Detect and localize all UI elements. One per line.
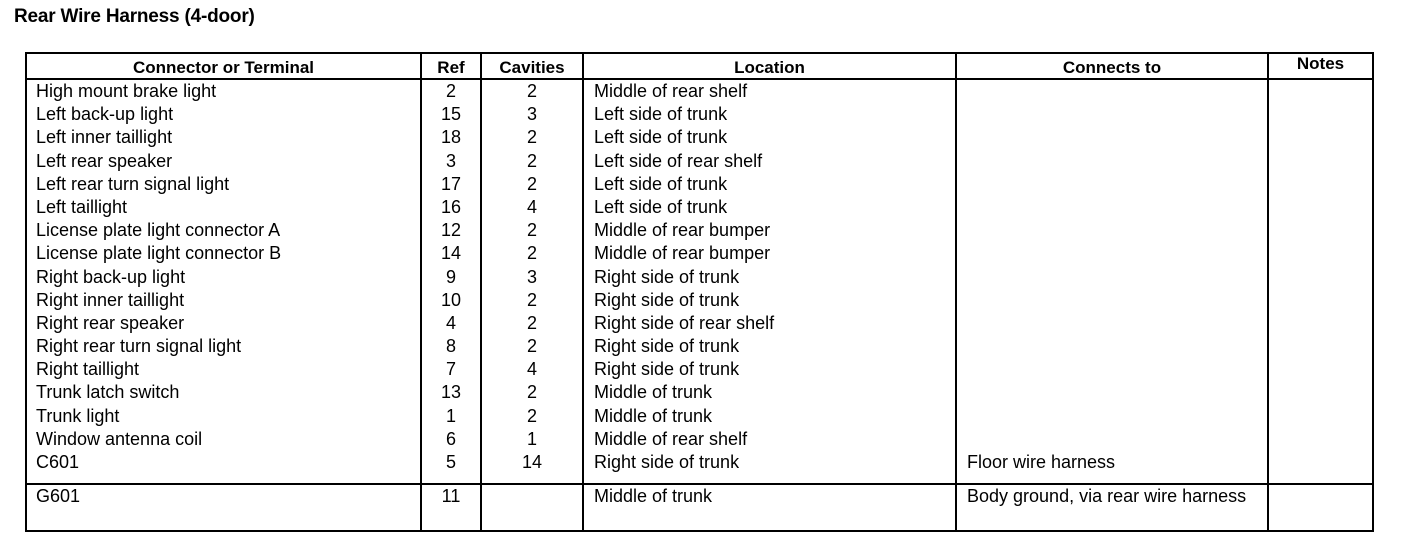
header-notes: Notes	[1268, 53, 1373, 79]
cell-notes	[1268, 79, 1373, 103]
cell-notes	[1268, 312, 1373, 335]
cell-location: Middle of rear bumper	[583, 219, 956, 242]
cell-connects-to	[956, 358, 1268, 381]
cell-connects-to	[956, 150, 1268, 173]
cell-notes	[1268, 405, 1373, 428]
table-header-row	[26, 53, 1373, 79]
cell-connector: G601	[26, 484, 421, 531]
header-connector: Connector or Terminal	[26, 53, 421, 79]
cell-connects-to	[956, 266, 1268, 289]
cell-location: Middle of rear bumper	[583, 242, 956, 265]
table-row	[26, 103, 1373, 126]
cell-connects-to	[956, 289, 1268, 312]
cell-connector: Trunk light	[36, 405, 120, 426]
cell-ref: 11	[421, 484, 481, 531]
cell-location: Left side of trunk	[583, 126, 956, 149]
cell-cavities: 2	[481, 381, 583, 404]
cell-connector: Right inner taillight	[36, 289, 185, 310]
cell-notes	[1268, 266, 1373, 289]
spacer-cell	[583, 474, 956, 484]
cell-cavities: 2	[481, 335, 583, 358]
cell-connects-to: Body ground, via rear wire harness	[956, 484, 1268, 531]
cell-location: Right side of trunk	[583, 358, 956, 381]
cell-notes	[1268, 451, 1373, 474]
rear-wire-harness-table	[25, 52, 1374, 532]
cell-location: Middle of trunk	[583, 405, 956, 428]
table-body	[26, 79, 1373, 531]
table-row	[26, 451, 1373, 474]
cell-ref: 9	[421, 266, 481, 289]
cell-notes	[1268, 103, 1373, 126]
cell-location: Middle of trunk	[583, 484, 956, 531]
cell-cavities: 3	[481, 103, 583, 126]
cell-connector: High mount brake light	[36, 81, 217, 101]
cell-location: Left side of rear shelf	[583, 150, 956, 173]
cell-cavities: 2	[481, 79, 583, 103]
cell-connects-to: Floor wire harness	[956, 451, 1268, 474]
cell-connector: Left rear turn signal light	[36, 173, 230, 194]
cell-connector: License plate light connector B	[36, 243, 282, 264]
cell-cavities: 2	[481, 150, 583, 173]
cell-ref: 16	[421, 196, 481, 219]
spacer-cell	[481, 474, 583, 484]
cell-location: Right side of trunk	[583, 289, 956, 312]
cell-connects-to	[956, 196, 1268, 219]
table-row	[26, 381, 1373, 404]
cell-connects-to	[956, 242, 1268, 265]
table-spacer-row	[26, 474, 1373, 484]
cell-location: Right side of rear shelf	[583, 312, 956, 335]
cell-ref: 14	[421, 242, 481, 265]
cell-cavities: 2	[481, 242, 583, 265]
table-row	[26, 150, 1373, 173]
cell-ref: 17	[421, 173, 481, 196]
cell-ref: 12	[421, 219, 481, 242]
cell-cavities: 3	[481, 266, 583, 289]
cell-connects-to	[956, 335, 1268, 358]
cell-ref: 18	[421, 126, 481, 149]
cell-cavities: 4	[481, 196, 583, 219]
cell-ref: 3	[421, 150, 481, 173]
cell-notes	[1268, 428, 1373, 451]
cell-connector: Right taillight	[36, 359, 140, 380]
table-row	[26, 358, 1373, 381]
cell-notes	[1268, 150, 1373, 173]
cell-connects-to	[956, 103, 1268, 126]
cell-ref: 15	[421, 103, 481, 126]
cell-cavities: 2	[481, 173, 583, 196]
cell-location: Left side of trunk	[583, 173, 956, 196]
cell-cavities: 2	[481, 312, 583, 335]
cell-connector: Left rear speaker	[36, 150, 173, 171]
table-row	[26, 428, 1373, 451]
cell-notes	[1268, 126, 1373, 149]
cell-notes	[1268, 358, 1373, 381]
cell-location: Middle of rear shelf	[583, 428, 956, 451]
cell-notes	[1268, 381, 1373, 404]
cell-notes	[1268, 219, 1373, 242]
cell-connector: Left taillight	[36, 196, 128, 217]
cell-cavities: 1	[481, 428, 583, 451]
spacer-cell	[956, 474, 1268, 484]
cell-notes	[1268, 335, 1373, 358]
header-location: Location	[583, 53, 956, 79]
document-title: Rear Wire Harness (4-door)	[14, 6, 255, 27]
cell-notes	[1268, 242, 1373, 265]
cell-connector: C601	[36, 452, 80, 472]
cell-ref: 10	[421, 289, 481, 312]
cell-cavities	[481, 484, 583, 531]
cell-connects-to	[956, 79, 1268, 103]
cell-connector: Left inner taillight	[36, 127, 173, 148]
cell-ref: 5	[421, 451, 481, 474]
cell-connector: Window antenna coil	[36, 428, 203, 449]
cell-notes	[1268, 196, 1373, 219]
cell-cavities: 2	[481, 126, 583, 149]
table-row	[26, 405, 1373, 428]
cell-connects-to	[956, 405, 1268, 428]
cell-connects-to	[956, 428, 1268, 451]
cell-connects-to	[956, 126, 1268, 149]
table-row	[26, 312, 1373, 335]
cell-location: Right side of trunk	[583, 451, 956, 474]
spacer-cell	[26, 474, 421, 484]
cell-ref: 6	[421, 428, 481, 451]
cell-connector: License plate light connector A	[36, 220, 281, 241]
table-row	[26, 196, 1373, 219]
cell-connects-to	[956, 173, 1268, 196]
cell-location: Middle of trunk	[583, 381, 956, 404]
cell-cavities: 14	[481, 451, 583, 474]
cell-connector: Right rear turn signal light	[36, 336, 242, 357]
cell-ref: 4	[421, 312, 481, 335]
cell-connects-to	[956, 312, 1268, 335]
cell-ref: 13	[421, 381, 481, 404]
cell-ref: 7	[421, 358, 481, 381]
table-row	[26, 219, 1373, 242]
cell-notes	[1268, 289, 1373, 312]
cell-connects-to	[956, 381, 1268, 404]
cell-notes	[1268, 173, 1373, 196]
cell-location: Left side of trunk	[583, 196, 956, 219]
cell-location: Middle of rear shelf	[583, 79, 956, 103]
cell-connector: Right back-up light	[36, 266, 186, 287]
cell-location: Left side of trunk	[583, 103, 956, 126]
spacer-cell	[1268, 474, 1373, 484]
cell-cavities: 2	[481, 289, 583, 312]
cell-cavities: 2	[481, 219, 583, 242]
table-row	[26, 484, 1373, 531]
cell-connector: Right rear speaker	[36, 312, 185, 333]
cell-cavities: 4	[481, 358, 583, 381]
spacer-cell	[421, 474, 481, 484]
table-row	[26, 173, 1373, 196]
table-row	[26, 79, 1373, 103]
header-ref: Ref	[421, 53, 481, 79]
table-row	[26, 335, 1373, 358]
cell-location: Right side of trunk	[583, 335, 956, 358]
cell-connector: Left back-up light	[36, 104, 174, 125]
cell-connects-to	[956, 219, 1268, 242]
table-row	[26, 266, 1373, 289]
table-row	[26, 126, 1373, 149]
cell-ref: 8	[421, 335, 481, 358]
header-connects-to: Connects to	[956, 53, 1268, 79]
cell-ref: 1	[421, 405, 481, 428]
cell-cavities: 2	[481, 405, 583, 428]
table-row	[26, 242, 1373, 265]
cell-ref: 2	[421, 79, 481, 103]
cell-connector: Trunk latch switch	[36, 382, 180, 403]
cell-location: Right side of trunk	[583, 266, 956, 289]
header-cavities: Cavities	[481, 53, 583, 79]
cell-notes	[1268, 484, 1373, 531]
table-row	[26, 289, 1373, 312]
